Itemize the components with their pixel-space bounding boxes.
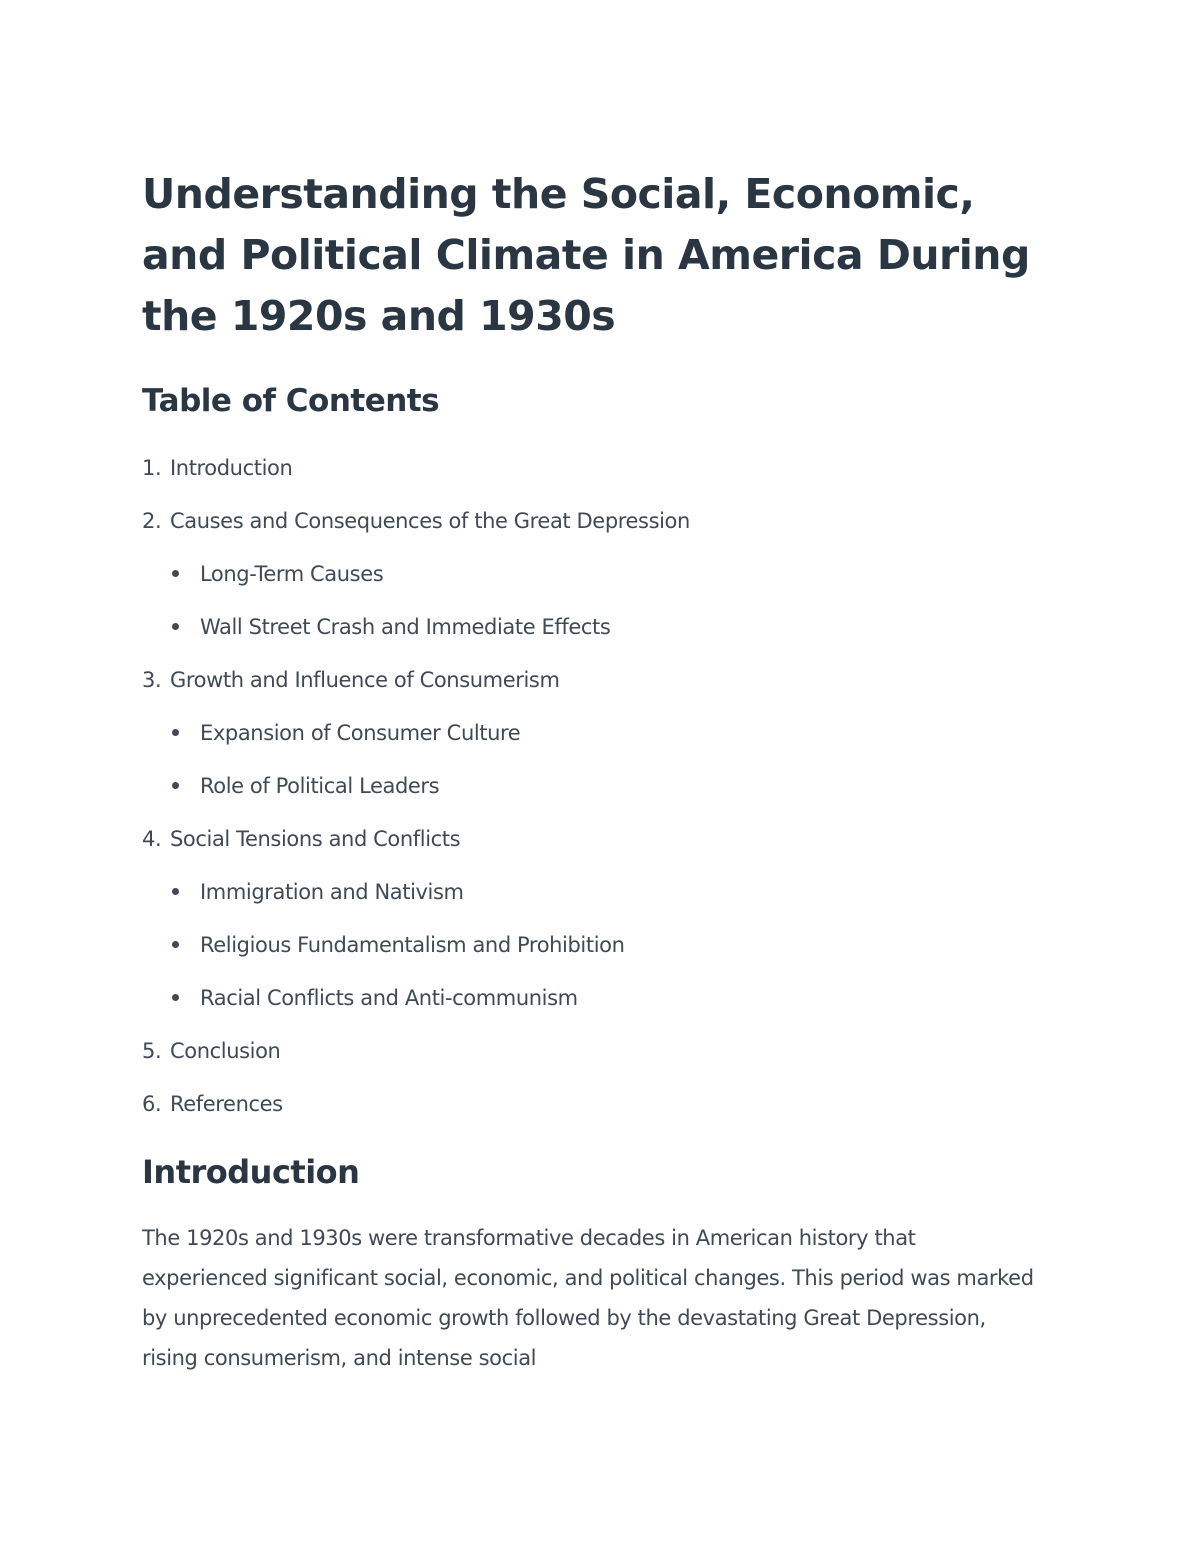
toc-label: Conclusion [170, 1039, 281, 1063]
bullet-icon [172, 994, 179, 1001]
bullet-icon [172, 941, 179, 948]
introduction-heading: Introduction [142, 1153, 360, 1191]
toc-label: Racial Conflicts and Anti-communism [200, 986, 578, 1010]
toc-subitem[interactable] [142, 874, 690, 927]
toc-subitem[interactable] [142, 927, 690, 980]
bullet-icon [172, 729, 179, 736]
toc-number: 4. [142, 827, 162, 851]
toc-number: 1. [142, 456, 162, 480]
toc-label: Long-Term Causes [200, 562, 384, 586]
toc-item[interactable] [142, 1033, 690, 1086]
toc-subitem[interactable] [142, 556, 690, 609]
bullet-icon [172, 888, 179, 895]
document-title: Understanding the Social, Economic, and Political Climate in America During the 1920s and 1930s [142, 170, 1030, 340]
toc-item[interactable] [142, 1086, 690, 1139]
toc-item[interactable] [142, 503, 690, 556]
bullet-icon [172, 570, 179, 577]
toc-subitem[interactable] [142, 768, 690, 821]
toc-item[interactable] [142, 662, 690, 715]
toc-label: Role of Political Leaders [200, 774, 440, 798]
toc-label: Religious Fundamentalism and Prohibition [200, 933, 625, 957]
toc-number: 3. [142, 668, 162, 692]
toc-label: Causes and Consequences of the Great Depression [170, 509, 690, 533]
toc-item[interactable] [142, 450, 690, 503]
table-of-contents [142, 450, 690, 1139]
toc-subitem[interactable] [142, 980, 690, 1033]
toc-heading: Table of Contents [142, 383, 440, 419]
introduction-paragraph: The 1920s and 1930s were transformative decades in American history that experienced significant social, economic, and political changes. This period was marked by unprecedented economic growth followed by the devastating Great Depression, rising consumerism, and intense social [142, 1226, 1034, 1370]
toc-number: 6. [142, 1092, 162, 1116]
toc-label: Social Tensions and Conflicts [170, 827, 461, 851]
toc-label: Immigration and Nativism [200, 880, 464, 904]
toc-label: Introduction [170, 456, 293, 480]
bullet-icon [172, 782, 179, 789]
toc-label: References [170, 1092, 283, 1116]
toc-number: 2. [142, 509, 162, 533]
toc-label: Wall Street Crash and Immediate Effects [200, 615, 611, 639]
toc-item[interactable] [142, 821, 690, 874]
bullet-icon [172, 623, 179, 630]
toc-label: Expansion of Consumer Culture [200, 721, 521, 745]
toc-number: 5. [142, 1039, 162, 1063]
toc-subitem[interactable] [142, 715, 690, 768]
toc-label: Growth and Influence of Consumerism [170, 668, 560, 692]
toc-subitem[interactable] [142, 609, 690, 662]
